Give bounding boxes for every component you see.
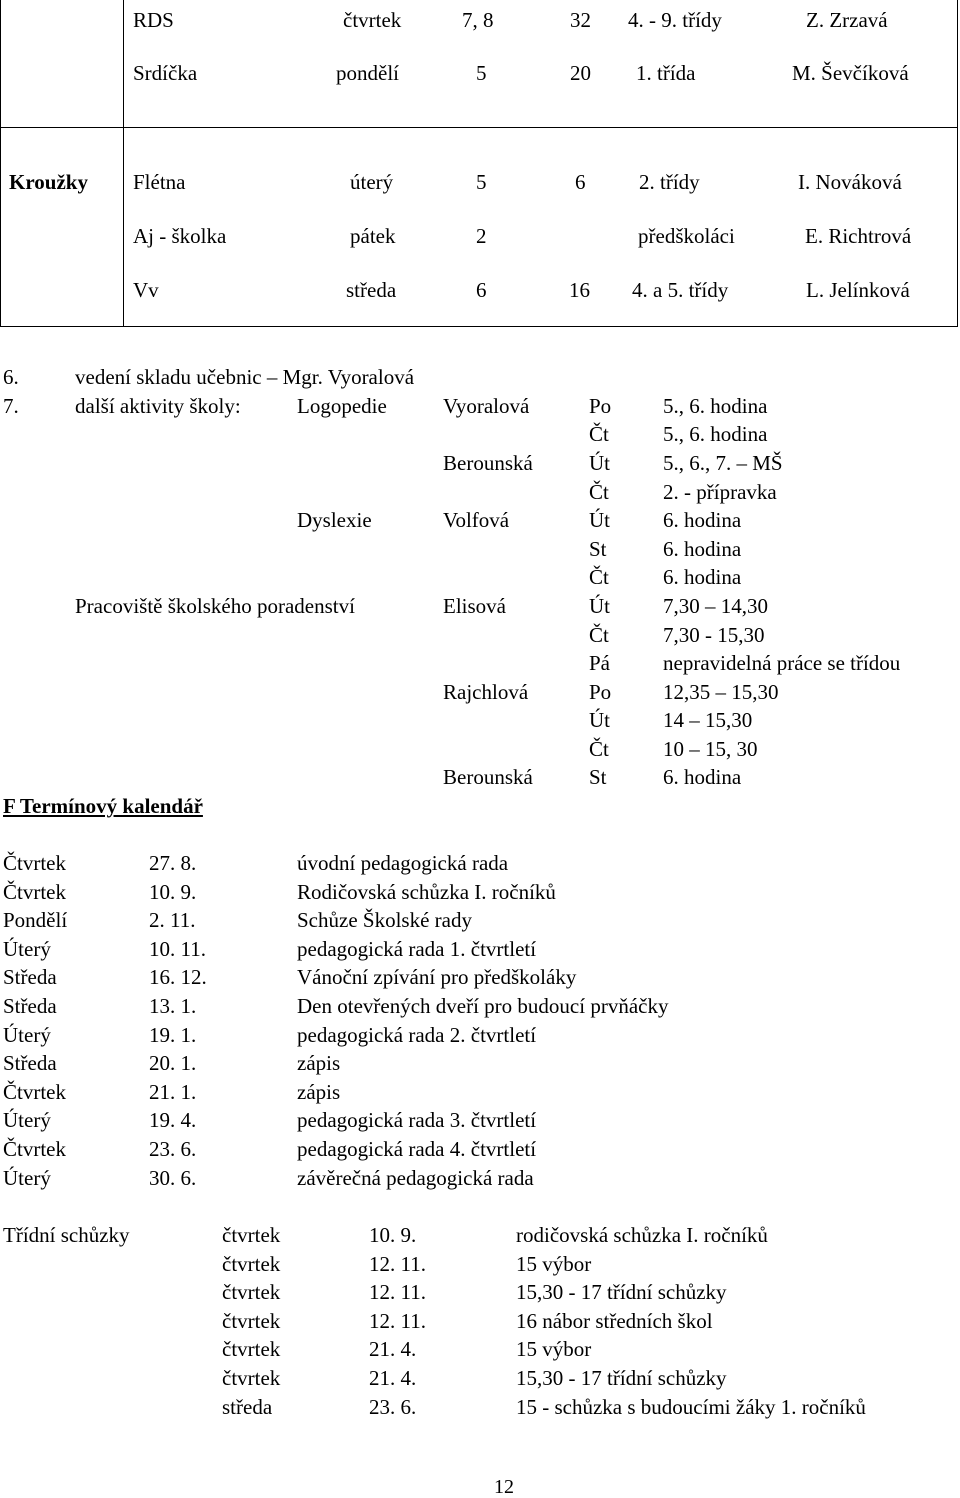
event-description: úvodní pedagogická rada [297, 851, 509, 875]
event-date: 19. 4. [149, 1108, 197, 1132]
event-date: 13. 1. [149, 994, 197, 1018]
event-date: 27. 8. [149, 851, 197, 875]
table-column-divider [123, 0, 124, 326]
event-date: 20. 1. [149, 1051, 197, 1075]
activity-time: 7,30 – 14,30 [663, 594, 768, 618]
event-day: Čtvrtek [3, 1080, 66, 1104]
activity-day: Čt [589, 565, 609, 589]
meeting-date: 12. 11. [369, 1280, 426, 1304]
meeting-date: 12. 11. [369, 1309, 426, 1333]
activity-time: 14 – 15,30 [663, 708, 753, 732]
meeting-description: 15 - schůzka s budoucími žáky 1. ročníků [516, 1395, 866, 1419]
activity-day: Čt [589, 480, 609, 504]
meeting-date: 21. 4. [369, 1337, 417, 1361]
activity-person: Berounská [443, 765, 533, 789]
activity-person: Elisová [443, 594, 506, 618]
page-number: 12 [494, 1476, 514, 1498]
event-day: Úterý [3, 1166, 51, 1190]
table-border-right [957, 0, 958, 326]
table-cell: 16 [569, 278, 590, 302]
meeting-day: čtvrtek [222, 1223, 281, 1247]
table-cell: 4. - 9. třídy [628, 8, 722, 32]
krouzky-label: Kroužky [9, 170, 88, 194]
event-date: 10. 11. [149, 937, 206, 961]
item-6-text: vedení skladu učebnic – Mgr. Vyoralová [75, 365, 415, 389]
item-7-text: další aktivity školy: [75, 394, 241, 418]
meeting-day: čtvrtek [222, 1337, 281, 1361]
activity-time: 2. - přípravka [663, 480, 777, 504]
event-date: 19. 1. [149, 1023, 197, 1047]
table-cell: pondělí [336, 61, 399, 85]
event-date: 2. 11. [149, 908, 196, 932]
table-border-bottom [0, 326, 958, 327]
meeting-day: čtvrtek [222, 1252, 281, 1276]
activity-program: Logopedie [297, 394, 387, 418]
table-cell: Srdíčka [133, 61, 198, 85]
table-cell: 2. třídy [639, 170, 700, 194]
activity-time: 7,30 - 15,30 [663, 623, 765, 647]
activity-program: Pracoviště školského poradenství [75, 594, 355, 618]
meeting-description: 16 nábor středních škol [516, 1309, 713, 1333]
activity-time: 12,35 – 15,30 [663, 680, 779, 704]
meeting-description: rodičovská schůzka I. ročníků [516, 1223, 768, 1247]
table-cell: čtvrtek [343, 8, 402, 32]
activity-day: St [589, 765, 607, 789]
event-description: pedagogická rada 2. čtvrtletí [297, 1023, 537, 1047]
table-cell: Z. Zrzavá [806, 8, 888, 32]
event-description: Schůze Školské rady [297, 908, 472, 932]
event-description: závěrečná pedagogická rada [297, 1166, 534, 1190]
item-7-number: 7. [3, 394, 19, 418]
table-cell: předškoláci [638, 224, 735, 248]
event-date: 30. 6. [149, 1166, 197, 1190]
activity-day: Po [589, 394, 612, 418]
meeting-date: 23. 6. [369, 1395, 417, 1419]
table-cell: Aj - školka [133, 224, 227, 248]
activity-time: nepravidelná práce se třídou [663, 651, 901, 675]
activity-person: Vyoralová [443, 394, 530, 418]
table-cell: 32 [570, 8, 591, 32]
activity-day: Po [589, 680, 612, 704]
meeting-date: 12. 11. [369, 1252, 426, 1276]
table-cell: L. Jelínková [806, 278, 910, 302]
event-day: Středa [3, 994, 57, 1018]
table-cell: 7, 8 [462, 8, 494, 32]
activity-person: Volfová [443, 508, 510, 532]
activity-day: Čt [589, 737, 609, 761]
table-cell: Flétna [133, 170, 186, 194]
table-cell: 1. třída [636, 61, 696, 85]
activity-day: Út [589, 708, 610, 732]
event-day: Úterý [3, 1108, 51, 1132]
event-day: Úterý [3, 1023, 51, 1047]
activity-time: 6. hodina [663, 537, 742, 561]
activity-day: Út [589, 594, 610, 618]
table-cell: RDS [133, 8, 174, 32]
event-description: pedagogická rada 3. čtvrtletí [297, 1108, 537, 1132]
event-day: Pondělí [3, 908, 68, 932]
meetings-label: Třídní schůzky [3, 1223, 130, 1247]
event-date: 23. 6. [149, 1137, 197, 1161]
event-day: Středa [3, 1051, 57, 1075]
table-cell: 2 [476, 224, 487, 248]
event-date: 10. 9. [149, 880, 197, 904]
table-cell: 20 [570, 61, 591, 85]
event-day: Čtvrtek [3, 851, 66, 875]
activity-time: 5., 6. hodina [663, 394, 768, 418]
event-description: Vánoční zpívání pro předškoláky [297, 965, 577, 989]
event-day: Čtvrtek [3, 1137, 66, 1161]
activity-time: 6. hodina [663, 765, 742, 789]
meeting-description: 15,30 - 17 třídní schůzky [516, 1280, 727, 1304]
table-cell: E. Richtrová [805, 224, 912, 248]
activity-day: St [589, 537, 607, 561]
event-description: Den otevřených dveří pro budoucí prvňáčky [297, 994, 669, 1018]
table-cell: 6 [575, 170, 586, 194]
meeting-description: 15 výbor [516, 1337, 592, 1361]
meeting-day: čtvrtek [222, 1366, 281, 1390]
meeting-date: 10. 9. [369, 1223, 417, 1247]
table-cell: pátek [350, 224, 396, 248]
table-border-left [0, 0, 1, 326]
table-cell: 5 [476, 61, 487, 85]
meeting-description: 15,30 - 17 třídní schůzky [516, 1366, 727, 1390]
meeting-date: 21. 4. [369, 1366, 417, 1390]
event-day: Čtvrtek [3, 880, 66, 904]
event-day: Středa [3, 965, 57, 989]
activity-day: Čt [589, 422, 609, 446]
meeting-day: čtvrtek [222, 1280, 281, 1304]
activity-time: 5., 6., 7. – MŠ [663, 451, 783, 475]
activity-day: Út [589, 508, 610, 532]
activity-time: 10 – 15, 30 [663, 737, 758, 761]
meeting-day: středa [222, 1395, 273, 1419]
event-date: 16. 12. [149, 965, 207, 989]
activity-program: Dyslexie [297, 508, 372, 532]
table-cell: 5 [476, 170, 487, 194]
activity-person: Berounská [443, 451, 533, 475]
activity-person: Rajchlová [443, 680, 529, 704]
activity-time: 5., 6. hodina [663, 422, 768, 446]
item-6-number: 6. [3, 365, 19, 389]
table-cell: středa [346, 278, 397, 302]
activity-day: Pá [589, 651, 610, 675]
table-cell: M. Ševčíková [792, 61, 909, 85]
table-cell: Vv [133, 278, 159, 302]
table-cell: I. Nováková [798, 170, 902, 194]
activity-day: Út [589, 451, 610, 475]
event-description: Rodičovská schůzka I. ročníků [297, 880, 556, 904]
event-description: pedagogická rada 1. čtvrtletí [297, 937, 537, 961]
activity-time: 6. hodina [663, 508, 742, 532]
table-section-divider [0, 127, 958, 128]
calendar-heading: F Termínový kalendář [3, 794, 203, 818]
event-date: 21. 1. [149, 1080, 197, 1104]
event-description: pedagogická rada 4. čtvrtletí [297, 1137, 537, 1161]
table-cell: 4. a 5. třídy [632, 278, 729, 302]
activity-day: Čt [589, 623, 609, 647]
meeting-description: 15 výbor [516, 1252, 592, 1276]
table-cell: úterý [350, 170, 394, 194]
event-description: zápis [297, 1080, 341, 1104]
table-cell: 6 [476, 278, 487, 302]
event-day: Úterý [3, 937, 51, 961]
event-description: zápis [297, 1051, 341, 1075]
meeting-day: čtvrtek [222, 1309, 281, 1333]
activity-time: 6. hodina [663, 565, 742, 589]
